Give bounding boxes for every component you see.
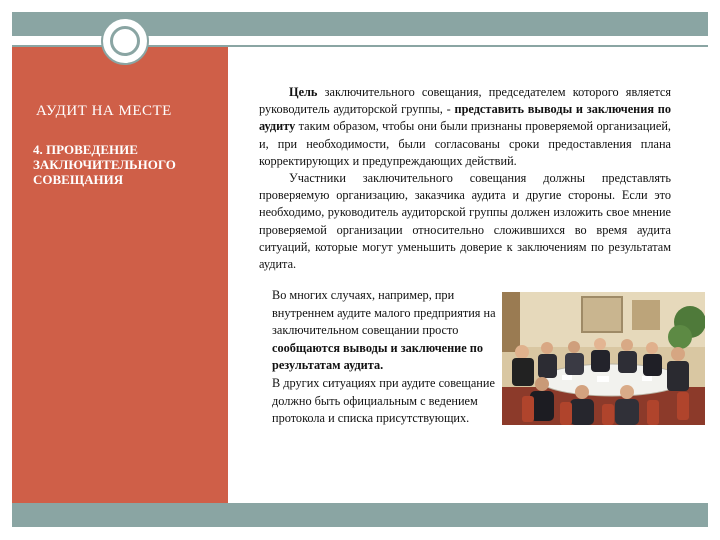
circle-badge-inner (110, 26, 140, 56)
circle-badge-icon (101, 17, 149, 65)
goal-text-2: таким образом, чтобы они были признаны проверяемой организацией, и, при необходимости, были согласованы сроки предоставления плана корректирующих и предупреждающих действий. (259, 119, 671, 168)
meeting-photo-illustration (502, 292, 705, 425)
paragraph-small-enterprise (272, 287, 502, 375)
bottom-frame-bar (12, 503, 708, 527)
small-enterprise-emphasis: сообщаются выводы и заключение по результатам аудита. (272, 340, 484, 373)
section-title: АУДИТ НА МЕСТЕ (36, 103, 172, 119)
meeting-photo (502, 292, 705, 425)
goal-emphasis: представить выводы и заключения по аудиту (259, 102, 671, 134)
sub-title: 4. ПРОВЕДЕНИЕ ЗАКЛЮЧИТЕЛЬНОГО СОВЕЩАНИЯ (33, 142, 176, 187)
goal-word: Цель (289, 85, 318, 99)
main-body-text (259, 84, 671, 273)
paragraph-goal (259, 84, 671, 170)
paragraph-participants: Участники заключительного совещания должны представлять проверяемую организацию, заказчика аудита и другие стороны. Если это необходимо, руководитель аудиторской группы должен изложить свое мнение проверяемой организации относительно сложившихся во время аудита ситуаций, которые могут уменьшить доверие к заключениям по результатам аудита. (259, 171, 671, 272)
goal-text-1: заключительного совещания, председателем которого является руководитель аудиторской группы, - (259, 85, 671, 117)
small-enterprise-text: Во многих случаях, например, при внутреннем аудите малого предприятия на заключительном совещании просто (272, 288, 496, 338)
paragraph-other-situations: В других ситуациях при аудите совещание должно быть официальным с ведением протокола и списка присутствующих. (272, 375, 495, 426)
side-body-text (272, 287, 502, 428)
